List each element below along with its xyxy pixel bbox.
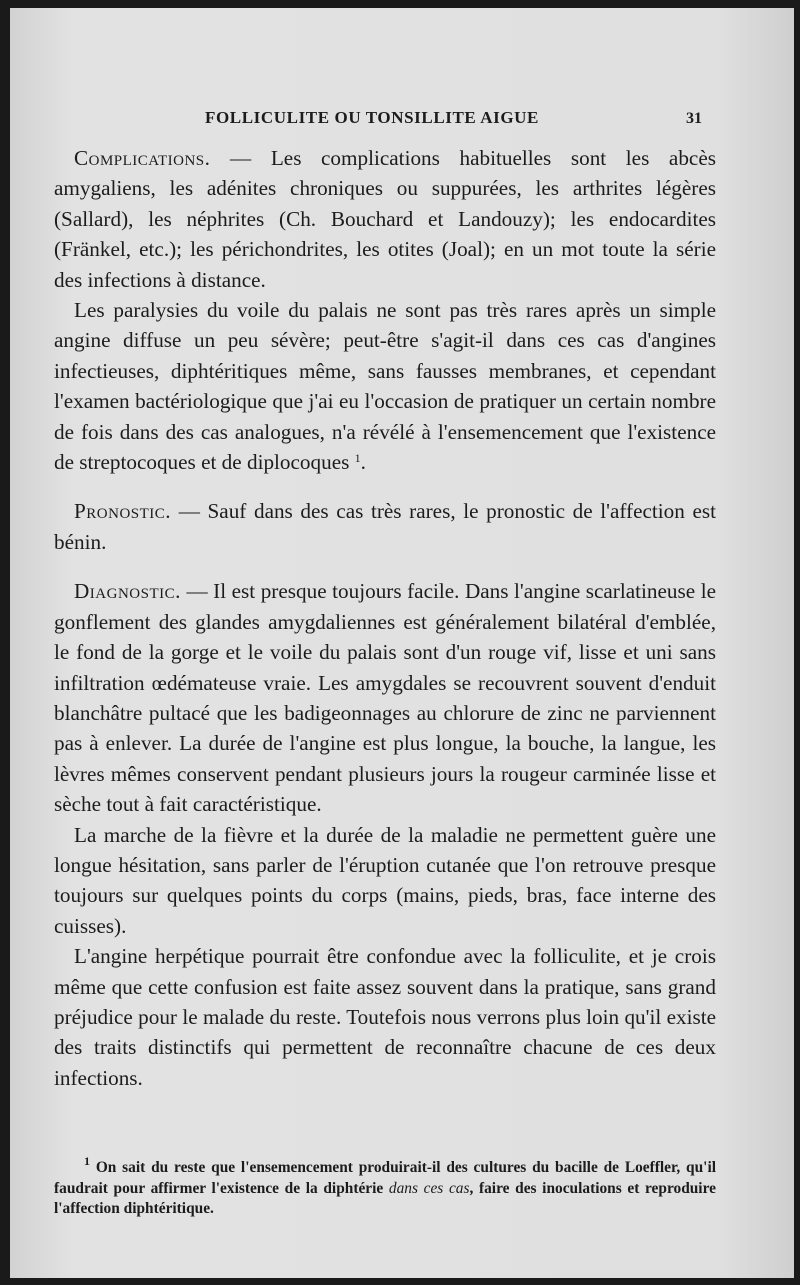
pronostic-paragraph <box>54 496 716 557</box>
page-number: 31 <box>686 110 702 127</box>
complications-paragraph <box>54 143 716 295</box>
pronostic-heading: Pronostic. <box>74 499 172 524</box>
complications-text: — Les complications habituelles sont les abcès amygaliens, les adénites chroniques ou suppurées, les arthrites légères (Sallard), les néphrites (Ch. Bouchard et Landouzy); les endocardites (Fränkel, etc.); les périchondrites, les otites (Joal); en un mot toute la série des infections à distance. <box>54 146 716 292</box>
footnote <box>54 1154 716 1220</box>
herpetique-paragraph: L'angine herpétique pourrait être confondue avec la folliculite, et je crois même que cette confusion est faite assez souvent dans la pratique, sans grand préjudice pour le malade du reste. Toutefois nous verrons plus loin qu'il existe des traits distinctifs qui permettent de reconnaître chacune de ces deux infections. <box>54 944 716 1090</box>
complications-heading: Complications. <box>74 146 211 170</box>
diagnostic-paragraph <box>54 576 716 819</box>
book-page <box>10 8 794 1278</box>
paralysies-end: . <box>360 450 366 475</box>
footnote-italic: dans ces cas <box>388 1179 470 1197</box>
fievre-paragraph: La marche de la fièvre et la durée de la maladie ne permettent guère une longue hésitation, sans parler de l'éruption cutanée que l'on retrouve presque toujours sur quelques points du corps (mains, pieds, bras, face interne des cuisses). <box>54 822 716 938</box>
running-head <box>10 108 794 132</box>
paralysies-paragraph <box>54 295 716 477</box>
footnote-marker: 1 <box>84 1154 90 1168</box>
running-title: FOLLICULITE OU TONSILLITE AIGUE <box>205 108 539 127</box>
paralysies-text: Les paralysies du voile du palais ne sont pas très rares après un simple angine diffuse un peu sévère; peut-être s'agit-il dans ces cas d'angines infectieuses, diphtéritiques même, sans fausses membranes, et cependant l'examen bactériologique que j'ai eu l'occasion de pratiquer un certain nombre de fois dans des cas analogues, n'a révélé à l'ensemencement que l'existence de streptocoques et de diplocoques <box>54 298 716 475</box>
footnote-text-b: , faire des inoculations et reproduire l'affection diphtéritique. <box>54 1179 716 1217</box>
body-text <box>54 143 716 1093</box>
diagnostic-heading: Diagnostic. <box>74 579 181 604</box>
diagnostic-text: — Il est presque toujours facile. Dans l'angine scarlatineuse le gonflement des glandes amygdaliennes est généralement bilatéral d'emblée, le fond de la gorge et le voile du palais sont d'un rouge vif, lisse et uni sans infiltration œdémateuse vraie. Les amygdales se recouvrent souvent d'enduit blanchâtre pultacé que les badigeonnages au chlorure de zinc ne parviennent pas à enlever. La durée de l'angine est plus longue, la bouche, la langue, les lèvres mêmes conservent pendant plusieurs jours la rougeur carminée lisse et sèche tout à fait caractéristique. <box>54 579 716 817</box>
footnote-reference: 1 <box>354 451 361 466</box>
pronostic-text: — Sauf dans des cas très rares, le pronostic de l'affection est bénin. <box>54 499 716 554</box>
footnote-text-a: On sait du reste que l'ensemencement produirait-il des cultures du bacille de Loeffler, qu'il faudrait pour affirmer l'existence de la diphtérie <box>54 1159 716 1197</box>
